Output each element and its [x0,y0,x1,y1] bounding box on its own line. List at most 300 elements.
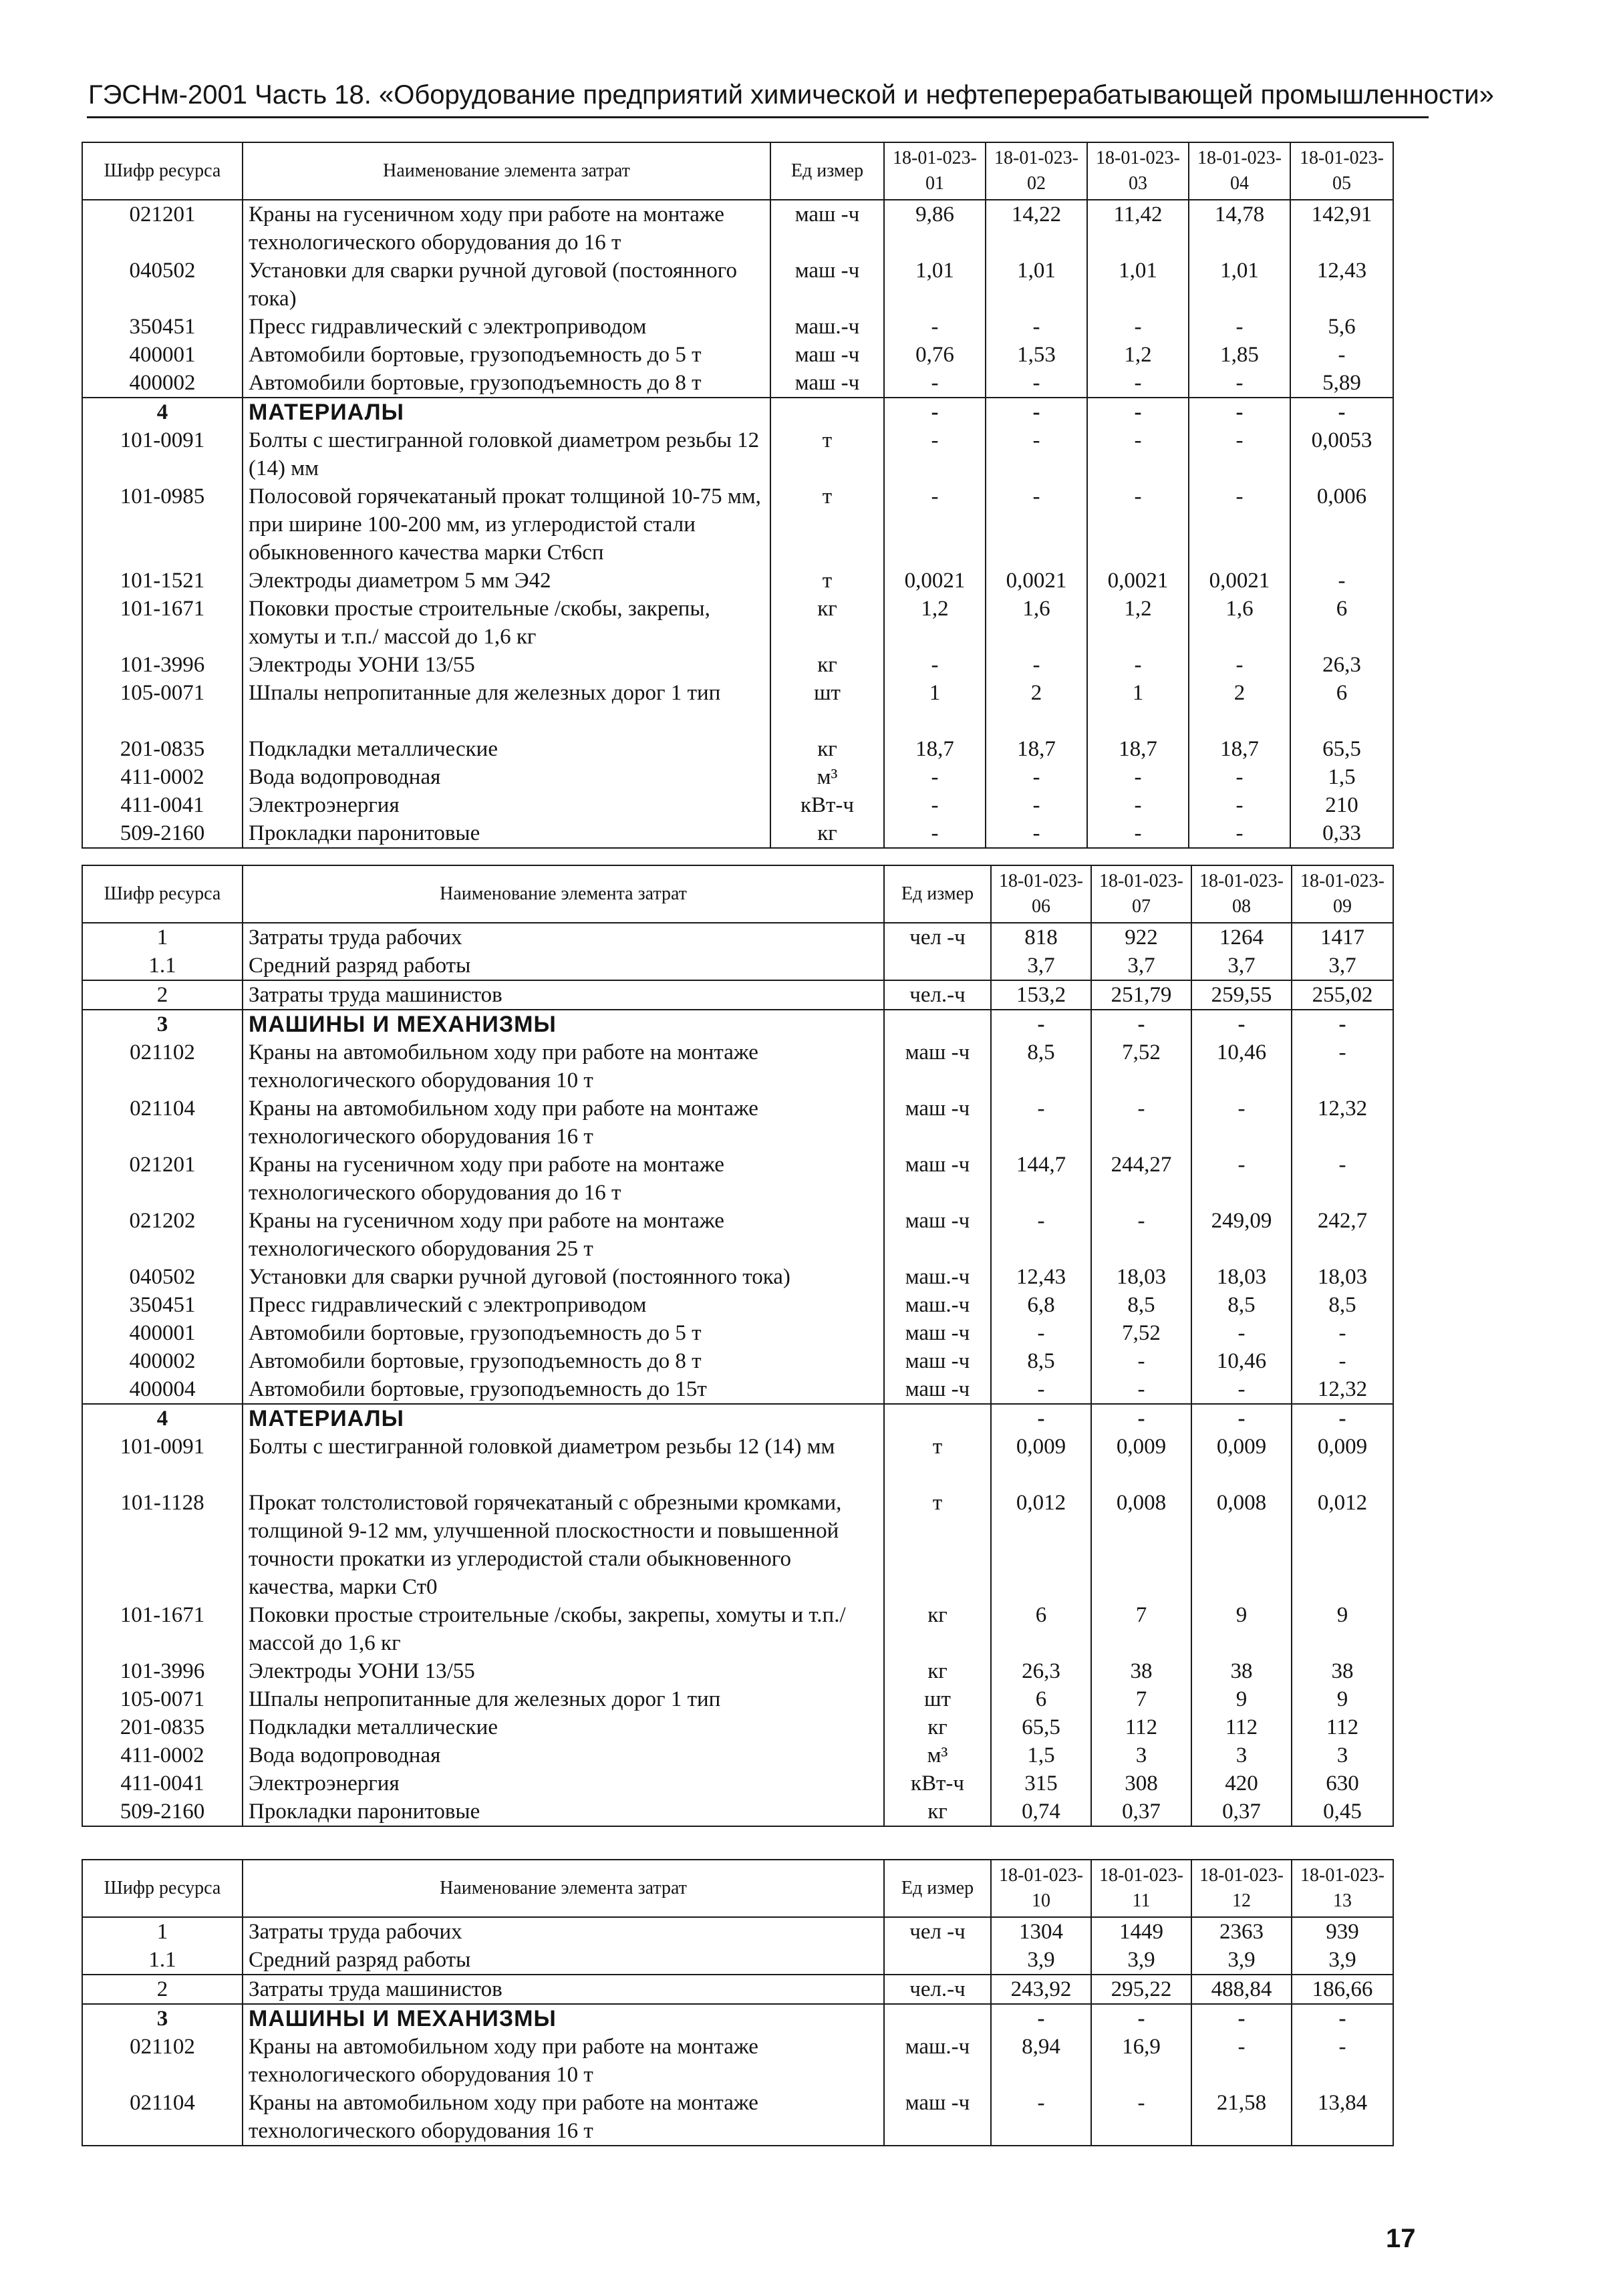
section-number: 4 [82,1404,243,1433]
value-cell: 488,84 [1191,1975,1292,2004]
unit-cell: т [884,1433,991,1489]
resource-code-cell: 400001 [82,1319,243,1347]
value-cell: 186,66 [1292,1975,1393,2004]
resource-code-cell: 411-0002 [82,1741,243,1769]
value-cell: - [1191,2004,1292,2033]
table-row [82,567,1393,595]
value-cell: 6 [1290,679,1393,735]
value-cell: - [991,1319,1091,1347]
value-cell: 3 [1091,1741,1191,1769]
resource-code-cell: 101-3996 [82,1657,243,1685]
resource-name-cell: Установки для сварки ручной дуговой (постоянного тока) [243,1263,884,1291]
resource-name-cell: Болты с шестигранной головкой диаметром резьбы 12 (14) мм [243,426,770,482]
value-cell: 0,0021 [986,567,1087,595]
unit-cell [884,1010,991,1038]
value-cell: 0,74 [991,1798,1091,1826]
value-cell: - [1191,2033,1292,2089]
value-cell: 0,37 [1191,1798,1292,1826]
table-row [82,791,1393,819]
value-cell: 10,46 [1191,1038,1292,1095]
value-cell: - [1189,482,1290,567]
resource-name-cell: Автомобили бортовые, грузоподъемность до 5 т [243,1319,884,1347]
table-header-row [82,142,1393,200]
resource-code-cell: 411-0041 [82,791,243,819]
table-row [82,1038,1393,1095]
column-header: Ед измер [884,865,991,923]
value-cell: - [1191,1151,1292,1207]
value-cell: 255,02 [1292,980,1393,1010]
resource-code-cell: 400002 [82,369,243,398]
resource-name-cell: Вода водопроводная [243,763,770,791]
value-cell: 922 [1091,923,1191,952]
table-row [82,980,1393,1010]
value-cell: 1449 [1091,1917,1191,1946]
value-cell: 630 [1292,1769,1393,1798]
value-cell: 142,91 [1290,200,1393,257]
value-cell: 8,5 [991,1038,1091,1095]
value-cell: 1,01 [884,257,986,313]
resource-name-cell: Электроды УОНИ 13/55 [243,1657,884,1685]
table-row [82,651,1393,679]
table-row [82,1946,1393,1975]
resource-code-cell: 350451 [82,1291,243,1319]
table-row [82,1095,1393,1151]
unit-cell [884,1946,991,1975]
table-row [82,1798,1393,1826]
resource-code-cell: 021202 [82,1207,243,1263]
column-header: 18-01-023-13 [1292,1860,1393,1917]
value-cell: - [1091,1404,1191,1433]
table-row [82,200,1393,257]
value-cell: - [1091,1010,1191,1038]
value-cell: 38 [1191,1657,1292,1685]
resource-code-cell: 021102 [82,2033,243,2089]
value-cell: - [1191,1319,1292,1347]
value-cell: 7,52 [1091,1319,1191,1347]
resource-name-cell: Затраты труда машинистов [243,1975,884,2004]
resource-name-cell: Подкладки металлические [243,1713,884,1741]
resource-name-cell: Средний разряд работы [243,1946,884,1975]
table-row [82,1741,1393,1769]
resource-name-cell: Затраты труда машинистов [243,980,884,1010]
value-cell: - [1292,2004,1393,2033]
value-cell: 242,7 [1292,1207,1393,1263]
value-cell: - [986,313,1087,341]
value-cell: 210 [1290,791,1393,819]
column-header: 18-01-023-12 [1191,1860,1292,1917]
column-header: 18-01-023-03 [1087,142,1189,200]
table-row [82,2033,1393,2089]
resource-name-cell: Вода водопроводная [243,1741,884,1769]
table-row [82,923,1393,952]
value-cell: 3,9 [991,1946,1091,1975]
resource-code-cell: 2 [82,1975,243,2004]
value-cell: 26,3 [1290,651,1393,679]
resource-name-cell: Болты с шестигранной головкой диаметром резьбы 12 (14) мм [243,1433,884,1489]
value-cell: - [884,426,986,482]
value-cell: - [986,651,1087,679]
section-row [82,2004,1393,2033]
unit-cell: маш -ч [884,1095,991,1151]
value-cell: 1,2 [1087,341,1189,369]
resource-code-cell: 101-0985 [82,482,243,567]
value-cell: 0,33 [1290,819,1393,848]
value-cell: 8,5 [1292,1291,1393,1319]
value-cell: 1,6 [1189,595,1290,651]
table-row [82,763,1393,791]
value-cell: 1304 [991,1917,1091,1946]
value-cell: - [1191,1095,1292,1151]
section-number: 3 [82,2004,243,2033]
value-cell: 0,008 [1091,1489,1191,1601]
value-cell: - [986,763,1087,791]
unit-cell: т [770,482,884,567]
value-cell: 3,9 [1191,1946,1292,1975]
resource-table-1 [82,142,1394,849]
unit-cell: кВт-ч [884,1769,991,1798]
section-title: МАШИНЫ И МЕХАНИЗМЫ [243,2004,884,2033]
unit-cell: т [770,426,884,482]
value-cell: 0,006 [1290,482,1393,567]
unit-cell: маш.-ч [884,2033,991,2089]
resource-name-cell: Краны на гусеничном ходу при работе на монтаже технологического оборудования до 16 т [243,1151,884,1207]
column-header: 18-01-023-08 [1191,865,1292,923]
resource-code-cell: 101-1671 [82,1601,243,1657]
table-row [82,679,1393,735]
value-cell: - [1189,369,1290,398]
unit-cell: кВт-ч [770,791,884,819]
value-cell: - [1087,313,1189,341]
value-cell: - [1292,1151,1393,1207]
value-cell: - [1292,1347,1393,1375]
value-cell: - [1087,791,1189,819]
value-cell: 153,2 [991,980,1091,1010]
table-row [82,1685,1393,1713]
unit-cell: кг [884,1798,991,1826]
value-cell: 18,7 [884,735,986,763]
value-cell: - [884,791,986,819]
resource-name-cell: Краны на автомобильном ходу при работе на монтаже технологического оборудования 16 т [243,1095,884,1151]
value-cell: - [1292,1319,1393,1347]
resource-name-cell: Подкладки металлические [243,735,770,763]
unit-cell: т [884,1489,991,1601]
value-cell: 2363 [1191,1917,1292,1946]
resource-name-cell: Прокладки паронитовые [243,1798,884,1826]
table-row [82,1263,1393,1291]
value-cell: - [1091,2004,1191,2033]
resource-code-cell: 201-0835 [82,1713,243,1741]
value-cell: 144,7 [991,1151,1091,1207]
resource-name-cell: Поковки простые строительные /скобы, закрепы, хомуты и т.п./ массой до 1,6 кг [243,1601,884,1657]
resource-code-cell: 509-2160 [82,1798,243,1826]
value-cell: 315 [991,1769,1091,1798]
column-header: 18-01-023-06 [991,865,1091,923]
value-cell: 1,2 [1087,595,1189,651]
value-cell: 9 [1292,1685,1393,1713]
value-cell: 1 [1087,679,1189,735]
resource-code-cell: 350451 [82,313,243,341]
value-cell: - [1290,567,1393,595]
table-row [82,952,1393,980]
value-cell: - [1087,398,1189,426]
value-cell: 18,03 [1091,1263,1191,1291]
value-cell: - [1189,313,1290,341]
resource-name-cell: Краны на автомобильном ходу при работе на монтаже технологического оборудования 10 т [243,1038,884,1095]
unit-cell: шт [884,1685,991,1713]
resource-name-cell: Автомобили бортовые, грузоподъемность до 5 т [243,341,770,369]
unit-cell: кг [770,595,884,651]
table-row [82,1975,1393,2004]
table-row [82,1375,1393,1404]
unit-cell: маш.-ч [884,1263,991,1291]
resource-code-cell: 201-0835 [82,735,243,763]
value-cell: - [1191,1010,1292,1038]
resource-code-cell: 021201 [82,200,243,257]
value-cell: 18,7 [986,735,1087,763]
value-cell: 8,94 [991,2033,1091,2089]
table-row [82,595,1393,651]
unit-cell: маш -ч [884,1038,991,1095]
resource-name-cell: Затраты труда рабочих [243,923,884,952]
table-row [82,735,1393,763]
value-cell: 12,43 [991,1263,1091,1291]
unit-cell: маш -ч [770,257,884,313]
value-cell: 16,9 [1091,2033,1191,2089]
value-cell: 0,0053 [1290,426,1393,482]
resource-code-cell: 040502 [82,1263,243,1291]
resource-table-2 [82,865,1394,1827]
value-cell: 2 [1189,679,1290,735]
column-header: 18-01-023-05 [1290,142,1393,200]
page-header: ГЭСНм-2001 Часть 18. «Оборудование предприятий химической и нефтеперерабатывающей промышленности» [88,80,1494,110]
table-row [82,2089,1393,2146]
column-header: 18-01-023-09 [1292,865,1393,923]
unit-cell: маш.-ч [884,1291,991,1319]
value-cell: - [1189,763,1290,791]
value-cell: 7 [1091,1601,1191,1657]
value-cell: - [884,398,986,426]
resource-name-cell: Средний разряд работы [243,952,884,980]
unit-cell: м³ [884,1741,991,1769]
value-cell: - [884,313,986,341]
value-cell: - [986,791,1087,819]
value-cell: 7 [1091,1685,1191,1713]
value-cell: 14,22 [986,200,1087,257]
column-header: 18-01-023-10 [991,1860,1091,1917]
value-cell: 9,86 [884,200,986,257]
value-cell: - [1189,398,1290,426]
resource-name-cell: Краны на гусеничном ходу при работе на монтаже технологического оборудования до 16 т [243,200,770,257]
value-cell: 5,6 [1290,313,1393,341]
value-cell: - [884,819,986,848]
value-cell: 112 [1292,1713,1393,1741]
value-cell: - [991,1095,1091,1151]
resource-name-cell: Автомобили бортовые, грузоподъемность до 8 т [243,369,770,398]
value-cell: 939 [1292,1917,1393,1946]
value-cell: 11,42 [1087,200,1189,257]
header-rule [87,116,1429,118]
resource-name-cell: Электроды диаметром 5 мм Э42 [243,567,770,595]
value-cell: 3,7 [1191,952,1292,980]
value-cell: 14,78 [1189,200,1290,257]
value-cell: 0,012 [991,1489,1091,1601]
resource-code-cell: 021104 [82,2089,243,2146]
value-cell: 3 [1191,1741,1292,1769]
resource-code-cell: 021102 [82,1038,243,1095]
value-cell: 243,92 [991,1975,1091,2004]
value-cell: - [1087,763,1189,791]
value-cell: 6 [1290,595,1393,651]
table-row [82,1291,1393,1319]
value-cell: 65,5 [991,1713,1091,1741]
value-cell: - [1189,426,1290,482]
value-cell: - [1292,1038,1393,1095]
value-cell: 818 [991,923,1091,952]
unit-cell: маш -ч [770,341,884,369]
value-cell: 0,0021 [1189,567,1290,595]
value-cell: 1,5 [1290,763,1393,791]
value-cell: 1,6 [986,595,1087,651]
value-cell: 8,5 [1191,1291,1292,1319]
resource-code-cell: 105-0071 [82,1685,243,1713]
column-header: Ед измер [884,1860,991,1917]
value-cell: 6 [991,1685,1091,1713]
column-header: 18-01-023-01 [884,142,986,200]
resource-code-cell: 509-2160 [82,819,243,848]
resource-code-cell: 101-0091 [82,1433,243,1489]
unit-cell: т [770,567,884,595]
value-cell: 12,32 [1292,1375,1393,1404]
value-cell: 112 [1091,1713,1191,1741]
value-cell: - [1191,1375,1292,1404]
unit-cell: маш -ч [884,2089,991,2146]
section-row [82,398,1393,426]
value-cell: - [1087,651,1189,679]
value-cell: 2 [986,679,1087,735]
resource-code-cell: 2 [82,980,243,1010]
value-cell: 9 [1292,1601,1393,1657]
column-header: 18-01-023-11 [1091,1860,1191,1917]
value-cell: 38 [1292,1657,1393,1685]
unit-cell: маш -ч [884,1319,991,1347]
value-cell: 13,84 [1292,2089,1393,2146]
value-cell: - [986,369,1087,398]
value-cell: 10,46 [1191,1347,1292,1375]
value-cell: 8,5 [1091,1291,1191,1319]
column-header: Шифр ресурса [82,142,243,200]
value-cell: - [1290,398,1393,426]
value-cell: - [1189,791,1290,819]
value-cell: - [884,763,986,791]
value-cell: - [1087,426,1189,482]
value-cell: 259,55 [1191,980,1292,1010]
value-cell: 18,7 [1189,735,1290,763]
value-cell: 1,01 [1189,257,1290,313]
value-cell: 0,008 [1191,1489,1292,1601]
value-cell: - [884,482,986,567]
column-header: Наименование элемента затрат [243,1860,884,1917]
value-cell: 9 [1191,1685,1292,1713]
section-title: МАШИНЫ И МЕХАНИЗМЫ [243,1010,884,1038]
table-row [82,1657,1393,1685]
table-row [82,1347,1393,1375]
column-header: 18-01-023-07 [1091,865,1191,923]
table-row [82,482,1393,567]
value-cell: 3,7 [1091,952,1191,980]
value-cell: 21,58 [1191,2089,1292,2146]
section-row [82,1010,1393,1038]
section-number: 4 [82,398,243,426]
resource-code-cell: 105-0071 [82,679,243,735]
resource-code-cell: 1.1 [82,952,243,980]
table-header-row [82,1860,1393,1917]
value-cell: 6,8 [991,1291,1091,1319]
unit-cell: маш -ч [884,1151,991,1207]
value-cell: - [1292,2033,1393,2089]
column-header: Наименование элемента затрат [243,142,770,200]
resource-name-cell: Полосовой горячекатаный прокат толщиной 10-75 мм, при ширине 100-200 мм, из углеродистой стали обыкновенного качества марки Ст6сп [243,482,770,567]
unit-cell: маш -ч [884,1375,991,1404]
table-row [82,1713,1393,1741]
value-cell: - [986,426,1087,482]
value-cell: 26,3 [991,1657,1091,1685]
value-cell: 0,45 [1292,1798,1393,1826]
value-cell: 0,0021 [884,567,986,595]
unit-cell: кг [770,735,884,763]
value-cell: - [991,2004,1091,2033]
table-row [82,1207,1393,1263]
resource-name-cell: Автомобили бортовые, грузоподъемность до 15т [243,1375,884,1404]
value-cell: 1,2 [884,595,986,651]
resource-code-cell: 1 [82,923,243,952]
unit-cell: маш -ч [884,1207,991,1263]
value-cell: 1 [884,679,986,735]
table-row [82,1917,1393,1946]
resource-name-cell: Прокат толстолистовой горячекатаный с обрезными кромками, толщиной 9-12 мм, улучшенной плоскостности и повышенной точности прокатки из углеродистой стали обыкновенного качества, марки Ст0 [243,1489,884,1601]
value-cell: 8,5 [991,1347,1091,1375]
column-header: 18-01-023-02 [986,142,1087,200]
table-row [82,819,1393,848]
value-cell: - [991,2089,1091,2146]
unit-cell: чел -ч [884,1917,991,1946]
table-row [82,1489,1393,1601]
resource-name-cell: Автомобили бортовые, грузоподъемность до 8 т [243,1347,884,1375]
column-header: Ед измер [770,142,884,200]
resource-code-cell: 101-1521 [82,567,243,595]
column-header: Шифр ресурса [82,1860,243,1917]
table-row [82,341,1393,369]
value-cell: 112 [1191,1713,1292,1741]
resource-name-cell: Электроэнергия [243,791,770,819]
value-cell: 6 [991,1601,1091,1657]
section-number: 3 [82,1010,243,1038]
value-cell: 0,0021 [1087,567,1189,595]
column-header: Наименование элемента затрат [243,865,884,923]
resource-name-cell: Шпалы непропитанные для железных дорог 1 тип [243,679,770,735]
value-cell: 12,43 [1290,257,1393,313]
resource-name-cell: Шпалы непропитанные для железных дорог 1 тип [243,1685,884,1713]
unit-cell: чел -ч [884,923,991,952]
resource-code-cell: 400002 [82,1347,243,1375]
value-cell: - [1091,1347,1191,1375]
unit-cell: кг [770,651,884,679]
table-header-row [82,865,1393,923]
table-row [82,1769,1393,1798]
table-row [82,1433,1393,1489]
unit-cell: чел.-ч [884,980,991,1010]
resource-code-cell: 040502 [82,257,243,313]
unit-cell: кг [770,819,884,848]
